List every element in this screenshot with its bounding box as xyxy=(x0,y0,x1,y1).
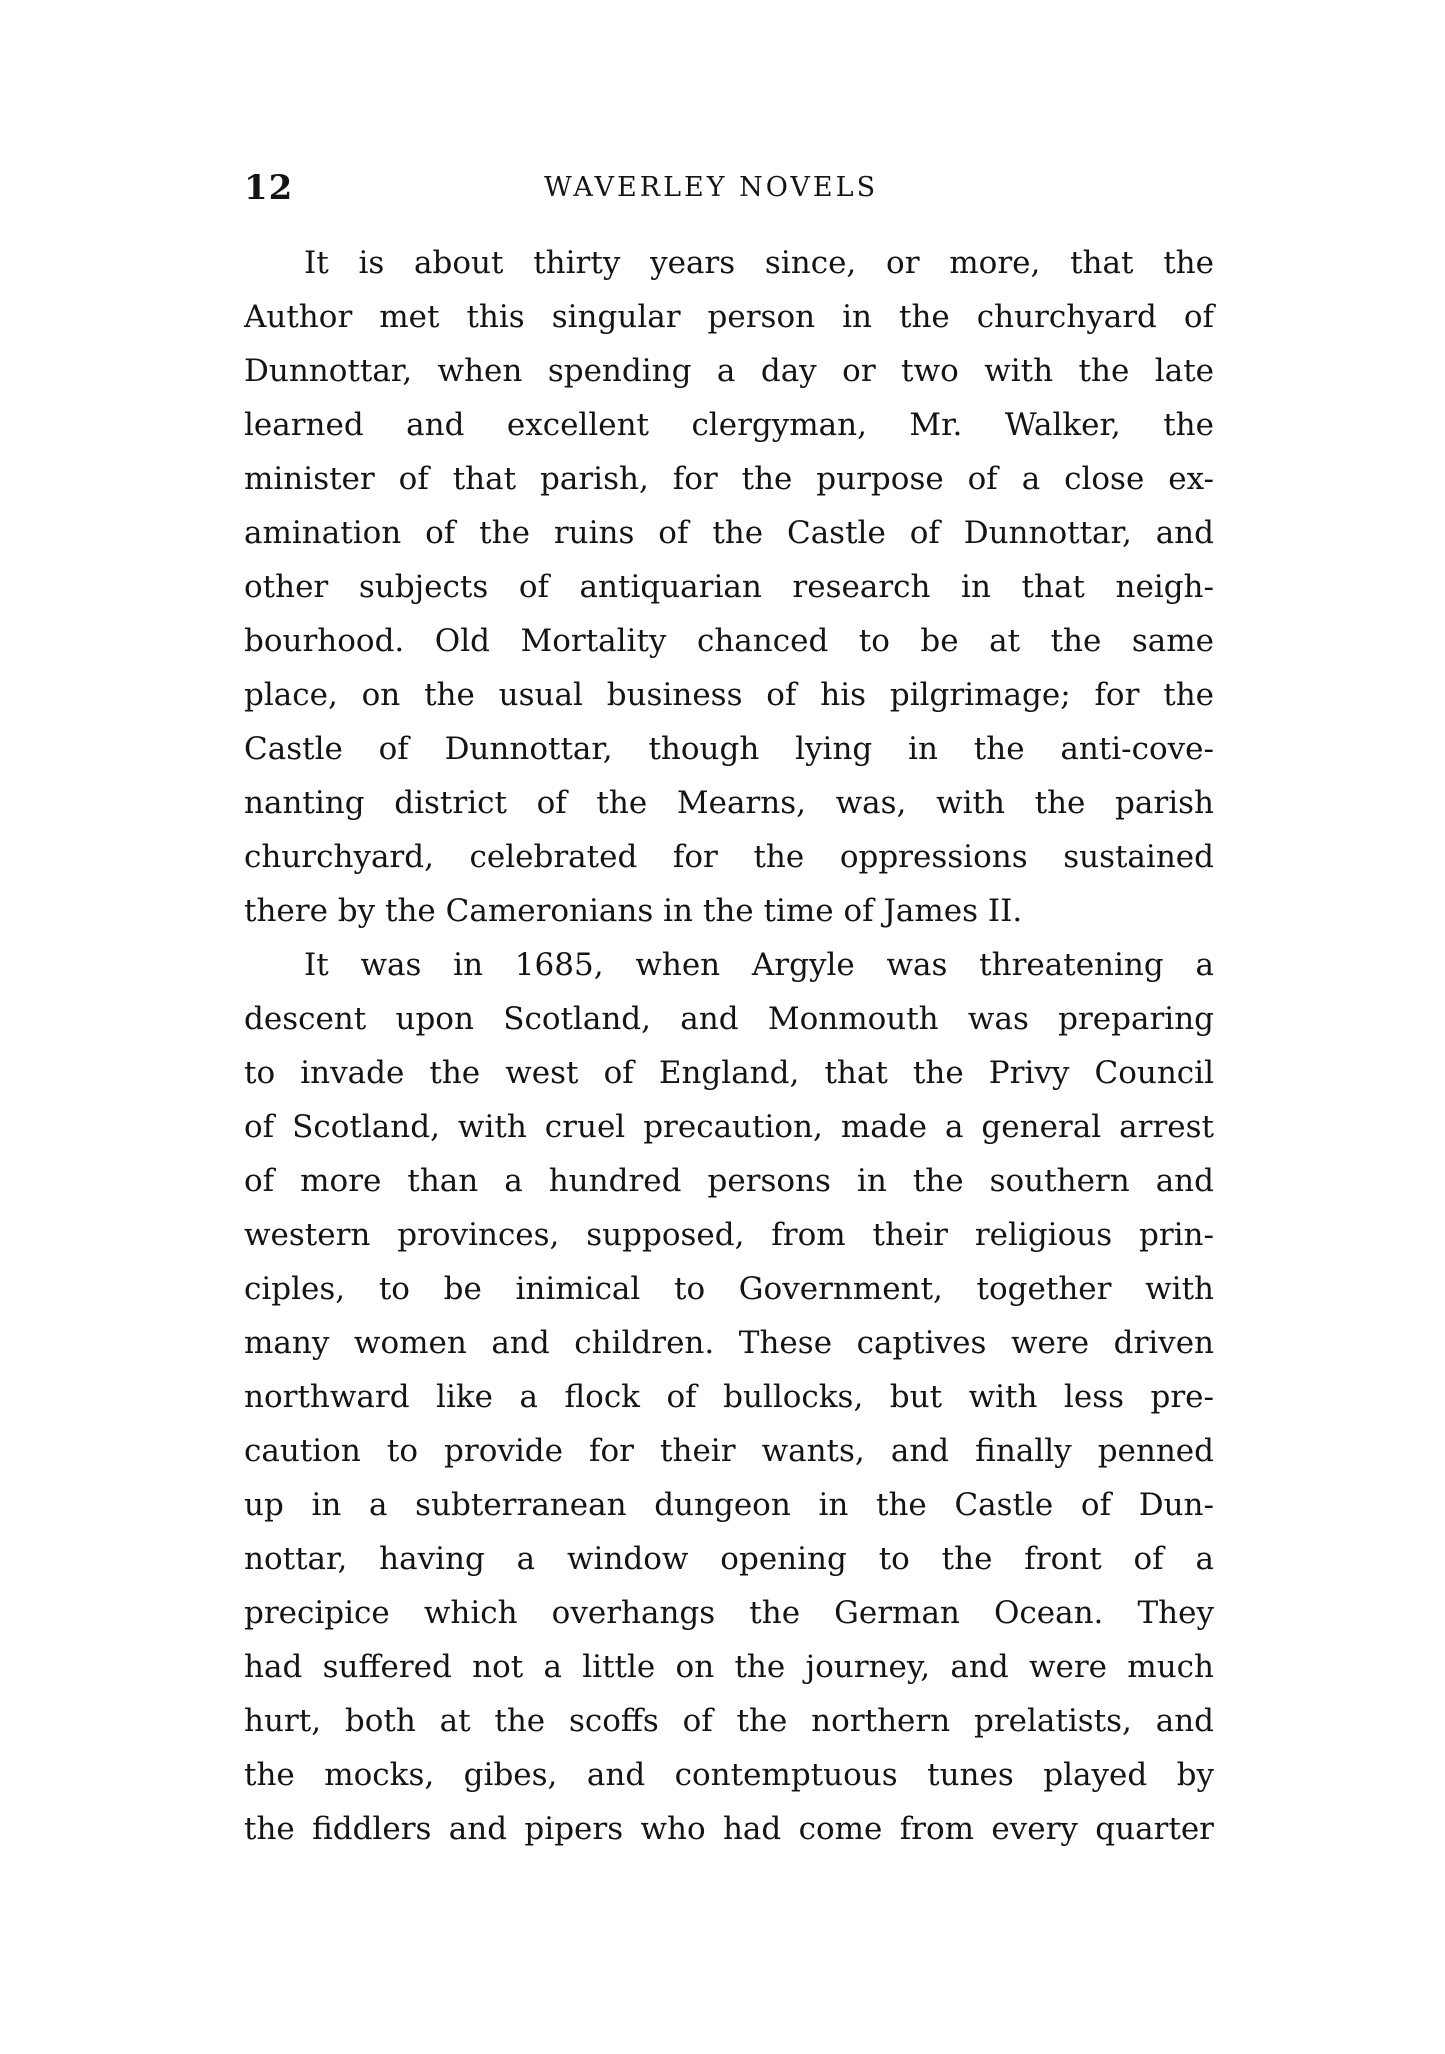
text-line: descent upon Scotland, and Monmouth was preparing xyxy=(244,1001,1214,1037)
text-line: of Scotland, with cruel precaution, made a general arrest xyxy=(244,1109,1214,1145)
text-line: Castle of Dunnottar, though lying in the anti-cove- xyxy=(244,731,1214,767)
text-line: place, on the usual business of his pilgrimage; for the xyxy=(244,677,1214,713)
text-line: ciples, to be inimical to Government, together with xyxy=(244,1271,1214,1307)
text-line: western provinces, supposed, from their religious prin- xyxy=(244,1217,1214,1253)
text-line: up in a subterranean dungeon in the Castle of Dun- xyxy=(244,1487,1214,1523)
text-line: precipice which overhangs the German Ocean. They xyxy=(244,1595,1214,1631)
text-line: many women and children. These captives were driven xyxy=(244,1325,1214,1361)
running-title: WAVERLEY NOVELS xyxy=(544,172,879,203)
text-line: minister of that parish, for the purpose of a close ex- xyxy=(244,461,1214,497)
text-line: bourhood. Old Mortality chanced to be at the same xyxy=(244,623,1214,659)
page-number: 12 xyxy=(244,168,294,208)
text-line: Author met this singular person in the churchyard of xyxy=(244,299,1214,335)
text-line: other subjects of antiquarian research in that neigh- xyxy=(244,569,1214,605)
text-line: amination of the ruins of the Castle of Dunnottar, and xyxy=(244,515,1214,551)
text-line: hurt, both at the scoffs of the northern prelatists, and xyxy=(244,1703,1214,1739)
text-line: there by the Cameronians in the time of James II. xyxy=(244,893,1023,929)
text-line: It is about thirty years since, or more, that the xyxy=(304,245,1214,281)
text-line: of more than a hundred persons in the southern and xyxy=(244,1163,1214,1199)
text-line: had suffered not a little on the journey, and were much xyxy=(244,1649,1214,1685)
text-line: It was in 1685, when Argyle was threatening a xyxy=(304,947,1214,983)
text-line: nanting district of the Mearns, was, with the parish xyxy=(244,785,1214,821)
running-head xyxy=(244,168,1214,218)
text-line: to invade the west of England, that the Privy Council xyxy=(244,1055,1214,1091)
text-line: northward like a flock of bullocks, but with less pre- xyxy=(244,1379,1214,1415)
text-line: churchyard, celebrated for the oppressions sustained xyxy=(244,839,1214,875)
text-line: nottar, having a window opening to the front of a xyxy=(244,1541,1214,1577)
text-line: the fiddlers and pipers who had come from every quarter xyxy=(244,1811,1214,1847)
text-line: learned and excellent clergyman, Mr. Walker, the xyxy=(244,407,1214,443)
text-line: the mocks, gibes, and contemptuous tunes played by xyxy=(244,1757,1214,1793)
body-text xyxy=(244,236,1214,1856)
text-line: caution to provide for their wants, and finally penned xyxy=(244,1433,1214,1469)
text-line: Dunnottar, when spending a day or two with the late xyxy=(244,353,1214,389)
